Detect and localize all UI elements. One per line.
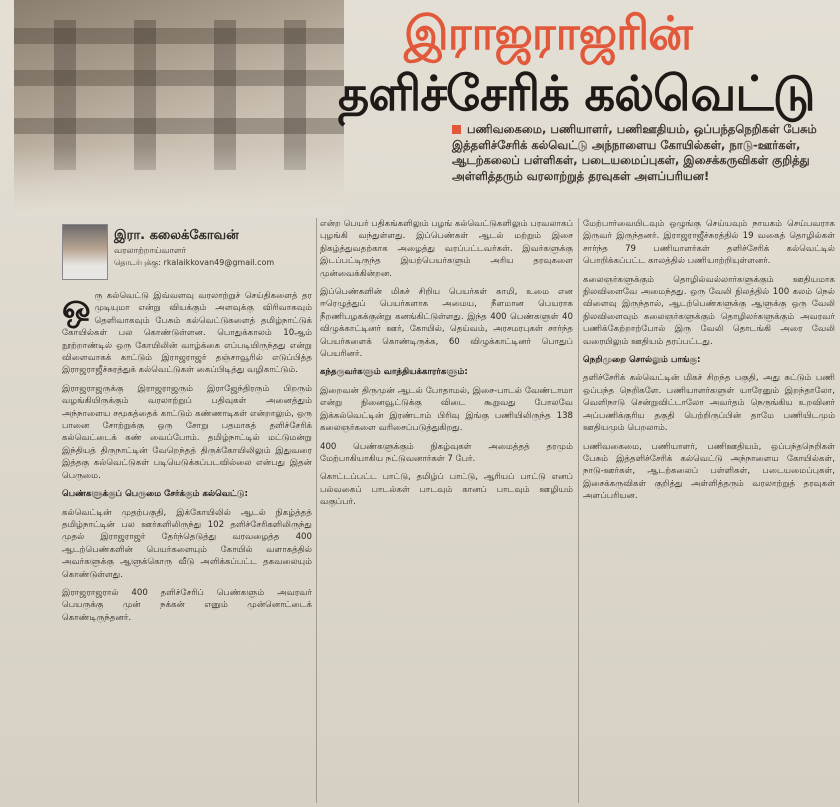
article-column-1 <box>62 290 312 800</box>
intro-standfirst <box>452 122 822 184</box>
paragraph: பணிவகைமை, பணியாளர், பணிஊதியம், ஒப்பந்தநெறிகள் பேசும் இத்தளிச்சேரிக் கல்வெட்டு அந்நாளைய கோயில்கள், நாடு-ஊர்கள், ஆடற்கலைப் பள்ளிகள், படையமைப்புகள், இசைக்கருவிகள் குறித்து அள்ளித்தரும் வரலாற்றுத் தரவுகள் அளப்பரியன. <box>583 441 835 502</box>
column-divider <box>578 218 579 803</box>
paragraph: இப்பெண்களின் மிகச் சிறிய பெயர்கள் காமி, உமை என ஈரெழுத்துப் பெயர்களாக அமைய, நீளமான பெயராக நீறணிபழகக்குன்று கனங்கிட்டுள்ளது. இந்த 400 பெண்களுள் 40 விழுக்காட்டினர் ஊர், கோயில், தெய்வம், அரசமரபுகள் சார்ந்த பெயர்களைக் கொண்டிருக்க, 60 விழுக்காட்டினர் பொதுப் பெயரினர். <box>320 287 573 360</box>
column-divider <box>316 218 317 803</box>
author-name: இரா. கலைக்கோவன் <box>114 228 239 243</box>
temple-wall-photo <box>14 0 344 215</box>
headline-line-2: தளிச்சேரிக் கல்வெட்டு <box>338 66 815 122</box>
paragraph: தளிச்சேரிக் கல்வெட்டின் மிகச் சிறந்த பகுதி, அது சுட்டும் பணி ஒப்பந்த நெறிகளே. பணியாளர்களுள் யாரேனும் இறந்தாலோ, வெளிநாடு சென்றுவிட்டாலோ அவர்தம் நெருங்கிய உறவினர் அப்பணிக்குரிய தகுதி பெற்றிருப்பின் தாமே பணியிடமும் ஊதியமும் பெறலாம். <box>583 373 835 434</box>
intro-text: பணிவகைமை, பணியாளர், பணிஊதியம், ஒப்பந்தநெறிகள் பேசும் இத்தளிச்சேரிக் கல்வெட்டு அந்நாளைய கோயில்கள், நாடு-ஊர்கள், ஆடற்கலைப் பள்ளிகள், படையமைப்புகள், இசைக்கருவிகள் குறித்து அள்ளித்தரும் வரலாற்றுத் தரவுகள் அளப்பரியன! <box>452 122 817 183</box>
paragraph: இறைவன் திருமுன் ஆடல் போதாமல், இசை-பாடல் வேண்டாமா என்று நினைவூட்டுக்கு விடை கூறுவது போலவே இக்கல்வெட்டின் இரண்டாம் பிரிவு இங்கு பணியிலிருந்த 138 கலைஞர்களை வரிசைப்படுத்துகிறது. <box>320 385 573 434</box>
author-contact: தொடர்புக்கு: rkalaikkovan49@gmail.com <box>114 258 275 267</box>
photo-fade <box>14 145 344 215</box>
paragraph: இராஜராஜரால் 400 தளிச்சேரிப் பெண்களும் அவரவர் பெயருக்கு முன் நக்கன் எனும் முன்னொட்டைக் கொண்டிருந்தனர். <box>62 587 312 623</box>
paragraph: என்ற பெயர் பதிகங்களிலும் பழங் கல்வெட்டுகளிலும் பரவலாகப் புழங்கி வந்துள்ளது. இப்பெண்கள் ஆடல் மற்றும் இசை நிகழ்த்துவதற்காக அழைத்து வரப்பட்டவர்கள். இவர்களுக்கு இடப்பட்டிருந்த இயற்பெயர்களும் அரிய தரவுகளை முன்வைக்கின்றன. <box>320 219 573 279</box>
author-role: வரலாற்றாய்வாளர் <box>114 246 187 256</box>
article-column-3 <box>583 218 835 803</box>
paragraph: கொட்டப்பட்ட பாட்டு, தமிழ்ப் பாட்டு, ஆரியப் பாட்டு எனப் பல்வகைப் பாடல்கள் பாடவும் கானப் பாடவும் ஊழியம் வகுப்பர். <box>320 472 573 508</box>
subheading: கந்தருவர்களும் வாத்தியக்காரர்களும்: <box>320 367 468 378</box>
subheading: நெறிமுறை சொல்லும் பாங்கு: <box>583 355 701 366</box>
avatar <box>62 224 108 280</box>
drop-cap: ஒ <box>62 290 91 327</box>
author-byline <box>62 218 312 282</box>
subheading: பெண்களுக்குப் பெருமை சேர்க்கும் கல்வெட்டு: <box>62 489 248 500</box>
paragraph: இராஜராஜருக்கு இராஜராஜரும் இராஜேந்திரரும் பிறரும் வழங்கியிருக்கும் வரலாற்றுப் பதிவுகள் அனைத்தும் அந்நாளைய சமூகத்தைக் காட்டும் கண்ணாடிகள் என்றாலும், ஒரு பானை சோற்றுக்கு ஒரு சோறு பதமாகத் தளிச்சேரிக் கல்வெட்டைக் கண் வைப்போம். தமிழ்நாட்டில் மட்டுமன்று இந்தியத் திருநாட்டின் வேறெந்தத் திருக்கோயிலிலும் இதுவரை இத்தகு கல்வெட்டுகள் படியெடுக்கப்படவில்லை என்பது இதன் பெருமை. <box>62 383 312 481</box>
paragraph: கல்வெட்டின் முதற்பகுதி, இக்கோயிலில் ஆடல் நிகழ்த்தத் தமிழ்நாட்டின் பல ஊர்களிலிருந்து 102 தளிச்சேரிகளிலிருந்து முதல் இராஜராஜர் தேர்ந்தெடுத்து வரவழைத்த 400 ஆடற்பெண்களின் பெயர்களையும் கோயில் வளாகத்தில் அவர்களுக்கு ஆளுக்கொரு வீடு அளிக்கப்பட்ட தகவலையும் கொண்டுள்ளது. <box>62 507 312 580</box>
headline-line-1: இராஜராஜரின் <box>404 6 692 60</box>
paragraph: ஒரு கல்வெட்டு இவ்வளவு வரலாற்றுச் செய்திகளைத் தர முடியுமா என்று வியக்கும் அளவுக்கு விரிவாகவும் தெளிவாகவும் பேசும் கல்வெட்டுகளைத் தமிழ்நாட்டுக் கோயில்கள் பல கொண்டுள்ளன. பொதுக்காலம் 10ஆம் நூற்றாண்டில் ஒரு கோயிலின் வாழ்க்கை எப்படியிருந்தது என்று விளைவாகக் காட்டும் இராஜராஜர் தஞ்சாவூரில் எடுப்பித்த இராஜராஜீச்சுரத்துக் கல்வெட்டுகள் கைப்பிடித்து வழிகாட்டும். <box>62 290 312 376</box>
paragraph: மேற்பார்வையிடவும் ஒழுங்கு செய்யவும் நாயகம் செய்பவராக இருவர் இருந்தனர். இராஜராஜீச்சுரத்தில் 19 வகைத் தொழில்கள் சார்ந்த 79 பணியாளர்கள் தளிச்சேரிக் கல்வெட்டில் பொறிக்கப்பட்ட காலத்தில் பணியாற்றியுள்ளனர். <box>583 219 835 267</box>
red-square-bullet-icon <box>452 125 461 134</box>
paragraph: கலைஞர்களுக்கும் தொழில்வல்லார்களுக்கும் ஊதியமாக நிலவிளைவே அமைந்தது. ஒரு வேலி நிலத்தில் 100 கலம் நெல் விளைவு இருந்தால், ஆடற்பெண்களுக்கு ஆளுக்கு ஒரு வேலி நிலவிளைவும் கலைஞர்களுக்கும் தொழிலர்களுக்கும் அவரவர் பணிக்கேற்றாற்போல் இரு வேலி தொடங்கி அரை வேலி வரையிலும் ஊதியம் தரப்பட்டது. <box>583 274 835 347</box>
article-column-2 <box>320 218 573 803</box>
paragraph: 400 பெண்களுக்கும் நிகழ்வுகள் அமைத்தத் தரமும் மேற்பாகியாகிய நட்டுவனார்கள் 7 பேர். <box>320 441 573 464</box>
